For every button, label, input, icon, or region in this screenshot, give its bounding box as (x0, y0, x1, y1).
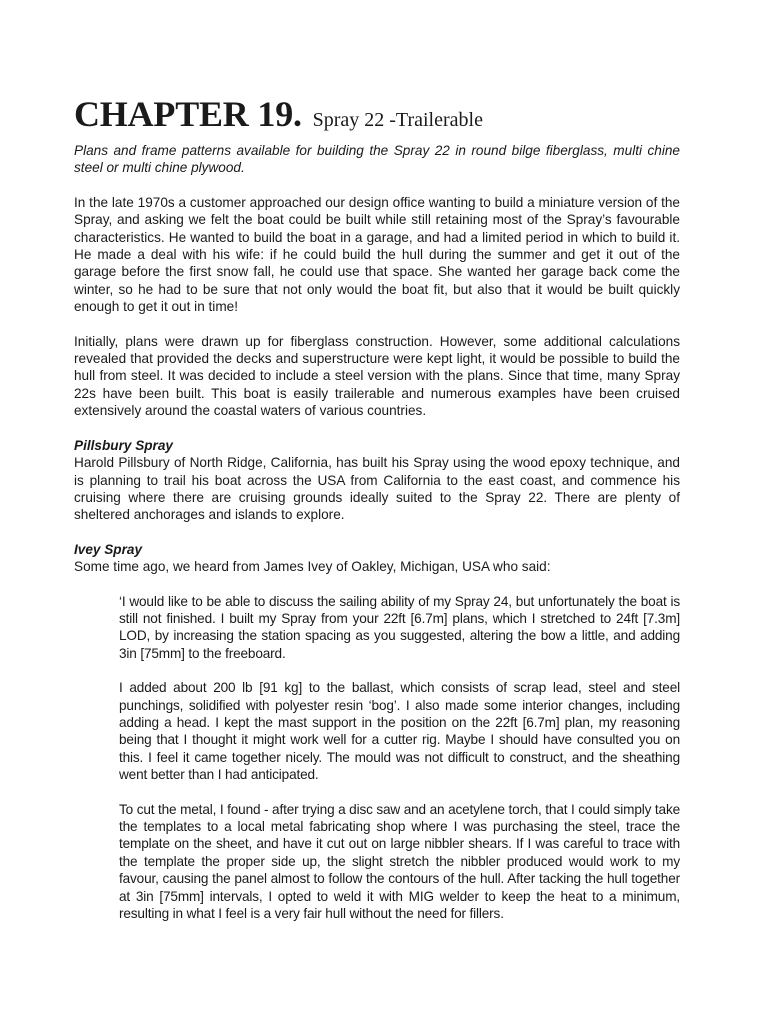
quote-paragraph-1: ‘I would like to be able to discuss the sailing ability of my Spray 24, but unfortunately the boat is still not finished. I built my Spray from your 22ft [6.7m] plans, which I stretched to 24ft [7.3m] LOD, by increasing the station spacing as you suggested, altering the bow a little, and adding 3in [75mm] to the freeboard. (119, 593, 680, 661)
quote-paragraph-2: I added about 200 lb [91 kg] to the ballast, which consists of scrap lead, steel and steel punchings, solidified with polyester resin ‘bog’. I also made some interior changes, including adding a head. I kept the mast support in the position on the 22ft [6.7m] plan, my reasoning being that I thought it might work well for a cutter rig. Maybe I should have consulted you on this. I feel it came together nicely. The mould was not difficult to construct, and the sheathing went better than I had anticipated. (119, 680, 680, 783)
chapter-subtitle: Spray 22 -Trailerable (312, 109, 483, 131)
section-heading-pillsbury: Pillsbury Spray (74, 437, 173, 453)
chapter-heading (74, 92, 680, 142)
body-paragraph-2: Initially, plans were drawn up for fiberglass construction. However, some additional calculations revealed that provided the decks and superstructure were kept light, it would be possible to build the hull from steel. It was decided to include a steel version with the plans. Since that time, many Spray 22s have been built. This boat is easily trailerable and numerous examples have been cruised extensively around the coastal waters of various countries. (74, 333, 680, 419)
intro-paragraph: Plans and frame patterns available for building the Spray 22 in round bilge fiberglass, multi chine steel or multi chine plywood. (74, 143, 680, 176)
chapter-number: CHAPTER 19. (74, 94, 302, 134)
body-paragraph-1: In the late 1970s a customer approached our design office wanting to build a miniature version of the Spray, and asking we felt the boat could be built while still retaining most of the Spray’s favourable characteristics. He wanted to build the boat in a garage, and had a limited period in which to build it. He made a deal with his wife: if he could build the hull during the summer and get it out of the garage before the first snow fall, he could use that space. She wanted her garage back come the winter, so he had to be sure that not only would the boat fit, but also that it would be built quickly enough to get it out in time! (74, 194, 680, 315)
section-body-ivey: Some time ago, we heard from James Ivey of Oakley, Michigan, USA who said: (74, 559, 551, 575)
document-page (74, 92, 680, 939)
section-heading-ivey: Ivey Spray (74, 541, 143, 557)
section-body-pillsbury: Harold Pillsbury of North Ridge, California, has built his Spray using the wood epoxy technique, and is planning to trail his boat across the USA from California to the east coast, and commence his cruising where there are cruising grounds ideally suited to the Spray 22. There are plenty of sheltered anchorages and islands to explore. (74, 455, 680, 523)
quote-paragraph-3: To cut the metal, I found - after trying a disc saw and an acetylene torch, that I could simply take the templates to a local metal fabricating shop where I was purchasing the steel, trace the template on the sheet, and have it cut out on large nibbler shears. If I was careful to trace with the template the proper side up, the slight stretch the nibbler produced would work to my favour, causing the panel almost to follow the contours of the hull. After tacking the hull together at 3in [75mm] intervals, I opted to weld it with MIG welder to keep the heat to a minimum, resulting in what I feel is a very fair hull without the need for fillers. (119, 801, 680, 922)
